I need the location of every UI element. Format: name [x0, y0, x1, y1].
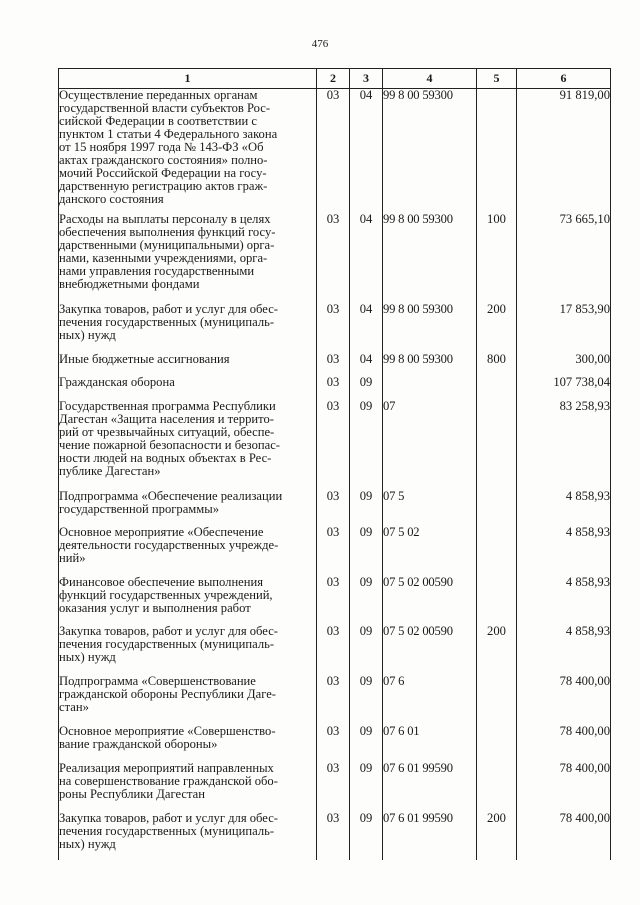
- row-amount: 4 858,93: [517, 490, 611, 526]
- table-body: [59, 89, 611, 860]
- table-row: [59, 812, 611, 860]
- row-subsection: 04: [350, 303, 383, 353]
- row-amount: 73 665,10: [517, 213, 611, 303]
- row-section: 03: [317, 725, 350, 762]
- table-row: [59, 526, 611, 576]
- table-row: [59, 625, 611, 675]
- header-col-3: 3: [350, 69, 383, 89]
- table-row: [59, 400, 611, 490]
- header-col-1: 1: [59, 69, 317, 89]
- row-name: Расходы на выплаты персоналу в целях обеспечения выполнения функций госу- дарственными (муниципальными) орга- нами, казенными учреждениями, орга- нами управления государственными внебюджетными фондами: [59, 213, 317, 303]
- table-row: [59, 303, 611, 353]
- row-name: Осуществление переданных органам государственной власти субъектов Рос- сийской Федерации в соответствии с пунктом 1 статьи 4 Федерального закона от 15 ноября 1997 года № 143-ФЗ «Об актах гражданского состояния» полно- мочий Российской Федерации на госу- дарственную регистрацию актов граж- данского состояния: [59, 89, 317, 213]
- row-subsection: 09: [350, 400, 383, 490]
- row-amount: 78 400,00: [517, 762, 611, 812]
- row-amount: 4 858,93: [517, 526, 611, 576]
- row-target-item: 07 6 01 99590: [383, 762, 477, 812]
- row-target-item: [383, 376, 477, 400]
- row-section: 03: [317, 576, 350, 625]
- row-section: 03: [317, 353, 350, 376]
- table-row: [59, 213, 611, 303]
- row-expense-type: 200: [477, 303, 517, 353]
- row-target-item: 99 8 00 59300: [383, 89, 477, 213]
- row-subsection: 09: [350, 762, 383, 812]
- row-amount: 300,00: [517, 353, 611, 376]
- row-amount: 78 400,00: [517, 725, 611, 762]
- row-subsection: 09: [350, 376, 383, 400]
- row-subsection: 09: [350, 576, 383, 625]
- row-expense-type: [477, 490, 517, 526]
- row-name: Закупка товаров, работ и услуг для обес- печения государственных (муниципаль- ных) нужд: [59, 625, 317, 675]
- budget-table: [58, 68, 611, 860]
- row-expense-type: [477, 400, 517, 490]
- row-subsection: 09: [350, 675, 383, 725]
- row-section: 03: [317, 762, 350, 812]
- row-expense-type: [477, 725, 517, 762]
- table-row: [59, 576, 611, 625]
- row-target-item: 07 5 02 00590: [383, 625, 477, 675]
- header-col-6: 6: [517, 69, 611, 89]
- row-amount: 78 400,00: [517, 812, 611, 860]
- row-section: 03: [317, 526, 350, 576]
- row-section: 03: [317, 303, 350, 353]
- row-name: Подпрограмма «Совершенствование гражданской обороны Республики Даге- стан»: [59, 675, 317, 725]
- row-section: 03: [317, 213, 350, 303]
- row-expense-type: [477, 526, 517, 576]
- row-name: Закупка товаров, работ и услуг для обес- печения государственных (муниципаль- ных) нужд: [59, 812, 317, 860]
- row-expense-type: [477, 762, 517, 812]
- table-row: [59, 376, 611, 400]
- row-target-item: 07 5 02 00590: [383, 576, 477, 625]
- row-amount: 78 400,00: [517, 675, 611, 725]
- row-expense-type: [477, 675, 517, 725]
- table-row: [59, 353, 611, 376]
- row-expense-type: 100: [477, 213, 517, 303]
- row-target-item: 07 5 02: [383, 526, 477, 576]
- row-name: Реализация мероприятий направленных на совершенствование гражданской обо- роны Республики Дагестан: [59, 762, 317, 812]
- row-target-item: 07 6 01 99590: [383, 812, 477, 860]
- row-expense-type: [477, 89, 517, 213]
- row-expense-type: [477, 576, 517, 625]
- row-name: Закупка товаров, работ и услуг для обес- печения государственных (муниципаль- ных) нужд: [59, 303, 317, 353]
- table-row: [59, 762, 611, 812]
- row-subsection: 09: [350, 625, 383, 675]
- row-section: 03: [317, 625, 350, 675]
- row-name: Государственная программа Республики Дагестан «Защита населения и террито- рий от чрезвычайных ситуаций, обеспе- чение пожарной безопасности и безопас- ности людей на водных объектах в Рес- публике Дагестан»: [59, 400, 317, 490]
- row-amount: 91 819,00: [517, 89, 611, 213]
- page-number: 476: [311, 38, 329, 50]
- row-section: 03: [317, 675, 350, 725]
- row-name: Финансовое обеспечение выполнения функций государственных учреждений, оказания услуг и выполнения работ: [59, 576, 317, 625]
- row-amount: 4 858,93: [517, 576, 611, 625]
- row-target-item: 07 6 01: [383, 725, 477, 762]
- row-subsection: 09: [350, 725, 383, 762]
- row-subsection: 04: [350, 89, 383, 213]
- row-name: Подпрограмма «Обеспечение реализации государственной программы»: [59, 490, 317, 526]
- row-section: 03: [317, 89, 350, 213]
- table-row: [59, 675, 611, 725]
- row-amount: 17 853,90: [517, 303, 611, 353]
- row-expense-type: 200: [477, 812, 517, 860]
- row-amount: 107 738,04: [517, 376, 611, 400]
- row-section: 03: [317, 376, 350, 400]
- row-amount: 4 858,93: [517, 625, 611, 675]
- row-subsection: 04: [350, 353, 383, 376]
- table-row: [59, 490, 611, 526]
- row-target-item: 99 8 00 59300: [383, 213, 477, 303]
- header-col-2: 2: [317, 69, 350, 89]
- row-name: Гражданская оборона: [59, 376, 317, 400]
- header-col-5: 5: [477, 69, 517, 89]
- table-header-row: [59, 69, 611, 89]
- row-name: Иные бюджетные ассигнования: [59, 353, 317, 376]
- row-target-item: 07: [383, 400, 477, 490]
- row-section: 03: [317, 490, 350, 526]
- table-row: [59, 89, 611, 213]
- row-subsection: 09: [350, 526, 383, 576]
- row-target-item: 99 8 00 59300: [383, 353, 477, 376]
- row-expense-type: 800: [477, 353, 517, 376]
- row-target-item: 07 6: [383, 675, 477, 725]
- row-name: Основное мероприятие «Совершенство- вание гражданской обороны»: [59, 725, 317, 762]
- table-row: [59, 725, 611, 762]
- row-target-item: 07 5: [383, 490, 477, 526]
- row-name: Основное мероприятие «Обеспечение деятельности государственных учрежде- ний»: [59, 526, 317, 576]
- row-section: 03: [317, 400, 350, 490]
- header-col-4: 4: [383, 69, 477, 89]
- row-section: 03: [317, 812, 350, 860]
- row-expense-type: [477, 376, 517, 400]
- row-subsection: 09: [350, 812, 383, 860]
- row-expense-type: 200: [477, 625, 517, 675]
- row-subsection: 09: [350, 490, 383, 526]
- row-amount: 83 258,93: [517, 400, 611, 490]
- row-target-item: 99 8 00 59300: [383, 303, 477, 353]
- row-subsection: 04: [350, 213, 383, 303]
